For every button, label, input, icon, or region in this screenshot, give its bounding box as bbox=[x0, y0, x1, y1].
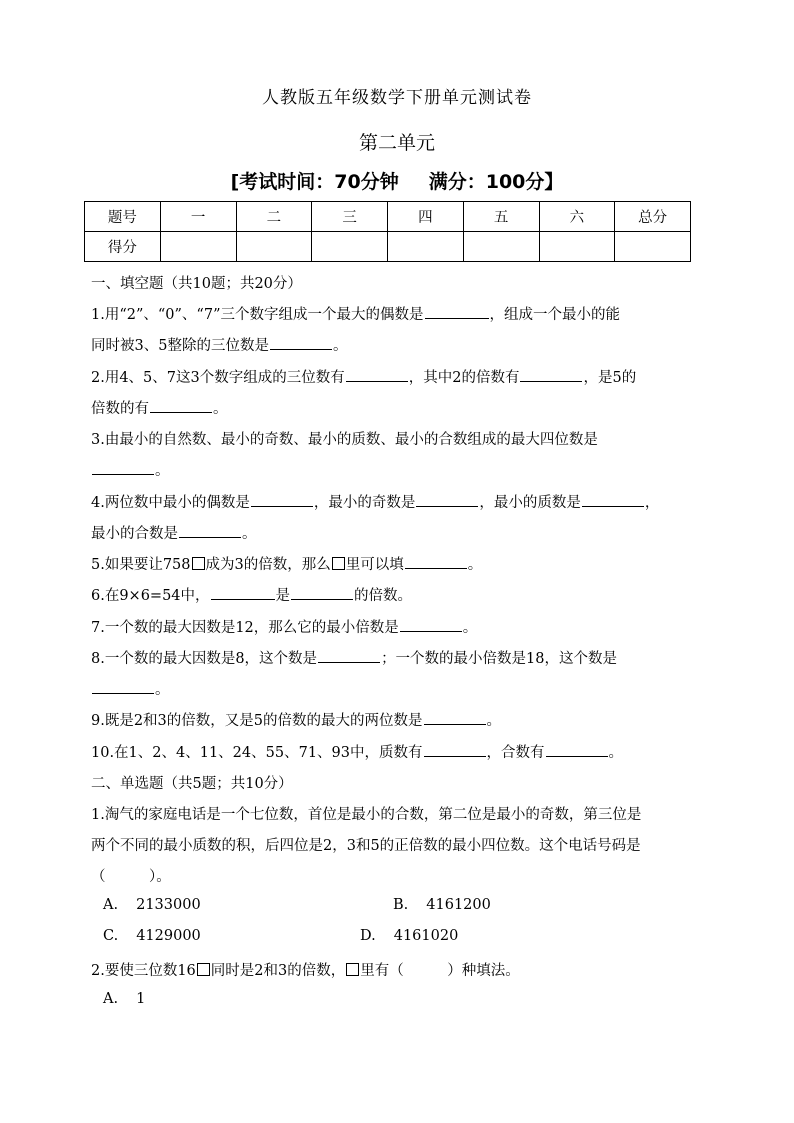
option-value: 2133000 bbox=[136, 897, 201, 913]
text: 2.用4、5、7这3个数字组成的三位数有 bbox=[91, 370, 345, 386]
option-a[interactable] bbox=[103, 897, 201, 913]
s2-q2 bbox=[91, 959, 520, 980]
answer-blank[interactable] bbox=[416, 492, 478, 507]
answer-blank[interactable] bbox=[211, 585, 275, 600]
score-cell-1: 一 bbox=[160, 202, 236, 232]
section2-heading: 二、单选题（共5题；共10分） bbox=[91, 776, 293, 792]
text: 5.如果要让758 bbox=[91, 557, 191, 573]
score-input-1[interactable] bbox=[160, 232, 236, 262]
text: 。 bbox=[155, 682, 170, 698]
score-table-score-row bbox=[85, 232, 691, 262]
answer-blank[interactable] bbox=[318, 648, 380, 663]
square-box-icon bbox=[332, 557, 345, 570]
text: 4.两位数中最小的偶数是 bbox=[91, 495, 250, 511]
square-box-icon bbox=[197, 963, 210, 976]
text: 。 bbox=[213, 401, 228, 417]
score-cell-6: 六 bbox=[539, 202, 615, 232]
s1-q8-line2 bbox=[91, 678, 170, 699]
text: 6.在9×6=54中， bbox=[91, 588, 210, 604]
answer-blank[interactable] bbox=[92, 460, 154, 475]
s1-q4-line1 bbox=[91, 491, 659, 512]
text: 8.一个数的最大因数是8，这个数是 bbox=[91, 651, 318, 667]
answer-blank[interactable] bbox=[92, 679, 154, 694]
score-input-total[interactable] bbox=[615, 232, 691, 262]
text: 。 bbox=[332, 338, 348, 354]
text: ，组成一个最小的能 bbox=[489, 307, 620, 323]
option-value: 4161020 bbox=[393, 928, 459, 944]
s1-q4-line2 bbox=[91, 522, 257, 543]
s2-q1-line2: 两个不同的最小质数的积，后四位是2，3和5的正倍数的最小四位数。这个电话号码是 bbox=[91, 838, 641, 854]
s1-q1-line2 bbox=[91, 334, 347, 355]
answer-blank[interactable] bbox=[150, 398, 212, 413]
section1-heading: 一、填空题（共10题；共20分） bbox=[91, 276, 302, 292]
option-b[interactable] bbox=[393, 897, 491, 913]
option-value: 4129000 bbox=[136, 928, 201, 944]
answer-blank[interactable] bbox=[270, 335, 332, 350]
score-cell-5: 五 bbox=[463, 202, 539, 232]
s1-q10 bbox=[91, 741, 623, 762]
option-value: 4161200 bbox=[426, 897, 491, 913]
s1-q9 bbox=[91, 709, 501, 730]
answer-blank[interactable] bbox=[424, 742, 486, 757]
text: 的倍数。 bbox=[354, 588, 413, 604]
exam-title: 人教版五年级数学下册单元测试卷 bbox=[262, 88, 532, 108]
answer-blank[interactable] bbox=[179, 523, 241, 538]
score-input-3[interactable] bbox=[312, 232, 388, 262]
answer-blank[interactable] bbox=[291, 585, 353, 600]
text: ，是5的 bbox=[583, 370, 637, 386]
text: 。 bbox=[467, 557, 483, 573]
s1-q2-line2 bbox=[91, 397, 228, 418]
text: 里有（ ）种填法。 bbox=[360, 963, 520, 979]
text: 1.用“2”、“0”、“7”三个数字组成一个最大的偶数是 bbox=[91, 307, 424, 323]
text: 9.既是2和3的倍数，又是5的倍数的最大的两位数是 bbox=[91, 713, 423, 729]
s1-q5 bbox=[91, 553, 482, 574]
option-label: C. bbox=[103, 928, 119, 944]
score-table bbox=[84, 201, 691, 262]
option-a[interactable] bbox=[103, 991, 145, 1007]
score-cell-4: 四 bbox=[388, 202, 464, 232]
full-score: 满分：100分】 bbox=[428, 171, 564, 193]
square-box-icon bbox=[346, 963, 359, 976]
score-row-label: 得分 bbox=[85, 232, 161, 262]
score-cell-2: 二 bbox=[236, 202, 312, 232]
text: 。 bbox=[486, 713, 502, 729]
option-label: A. bbox=[103, 897, 119, 913]
score-cell-total: 总分 bbox=[615, 202, 691, 232]
score-input-4[interactable] bbox=[388, 232, 464, 262]
text: ， bbox=[644, 495, 660, 511]
answer-blank[interactable] bbox=[346, 367, 408, 382]
s2-q1-line1: 1.淘气的家庭电话是一个七位数，首位是最小的合数，第二位是最小的奇数，第三位是 bbox=[91, 807, 642, 823]
text: 里可以填 bbox=[345, 557, 404, 573]
exam-info bbox=[0, 167, 794, 194]
answer-blank[interactable] bbox=[251, 492, 313, 507]
text: 2.要使三位数16 bbox=[91, 963, 196, 979]
text: 倍数的有 bbox=[91, 401, 149, 417]
text: 。 bbox=[242, 526, 257, 542]
s1-q3-line1: 3.由最小的自然数、最小的奇数、最小的质数、最小的合数组成的最大四位数是 bbox=[91, 432, 598, 448]
text: ，最小的奇数是 bbox=[313, 495, 416, 511]
score-cell-label: 题号 bbox=[85, 202, 161, 232]
answer-blank[interactable] bbox=[405, 554, 467, 569]
option-value: 1 bbox=[136, 991, 146, 1007]
text: ；一个数的最小倍数是18，这个数是 bbox=[381, 651, 618, 667]
score-table-header-row bbox=[85, 202, 691, 232]
text: ，合数有 bbox=[486, 745, 545, 761]
text: 。 bbox=[155, 463, 170, 479]
answer-blank[interactable] bbox=[546, 742, 608, 757]
option-label: B. bbox=[393, 897, 409, 913]
s1-q6 bbox=[91, 584, 412, 605]
s1-q1-line1 bbox=[91, 303, 620, 324]
s1-q2-line1 bbox=[91, 366, 636, 387]
score-cell-3: 三 bbox=[312, 202, 388, 232]
answer-blank[interactable] bbox=[400, 617, 462, 632]
text: 同时被3、5整除的三位数是 bbox=[91, 338, 269, 354]
option-label: A. bbox=[103, 991, 119, 1007]
answer-blank[interactable] bbox=[424, 710, 486, 725]
unit-title: 第二单元 bbox=[358, 132, 435, 154]
text: 最小的合数是 bbox=[91, 526, 178, 542]
score-input-2[interactable] bbox=[236, 232, 312, 262]
text: 。 bbox=[608, 745, 623, 761]
exam-time: [考试时间：70分钟 bbox=[230, 171, 399, 193]
text: 7.一个数的最大因数是12，那么它的最小倍数是 bbox=[91, 620, 399, 636]
answer-blank[interactable] bbox=[425, 304, 489, 319]
text: 成为3的倍数，那么 bbox=[205, 557, 331, 573]
text: 10.在1、2、4、11、24、55、71、93中，质数有 bbox=[91, 745, 423, 761]
s1-q3-line2 bbox=[91, 459, 170, 480]
score-input-6[interactable] bbox=[539, 232, 615, 262]
text: 。 bbox=[462, 620, 478, 636]
answer-blank[interactable] bbox=[582, 492, 644, 507]
text: ，最小的质数是 bbox=[479, 495, 581, 511]
answer-blank[interactable] bbox=[520, 367, 582, 382]
s1-q8-line1 bbox=[91, 647, 617, 668]
option-d[interactable] bbox=[360, 928, 458, 944]
text: ，其中2的倍数有 bbox=[408, 370, 520, 386]
text: 同时是2和3的倍数， bbox=[210, 963, 346, 979]
text: 是 bbox=[275, 588, 291, 604]
score-input-5[interactable] bbox=[463, 232, 539, 262]
option-label: D. bbox=[360, 928, 376, 944]
option-c[interactable] bbox=[103, 928, 201, 944]
square-box-icon bbox=[192, 557, 205, 570]
s2-q1-line3: （ ）。 bbox=[91, 869, 171, 885]
s1-q7 bbox=[91, 616, 477, 637]
